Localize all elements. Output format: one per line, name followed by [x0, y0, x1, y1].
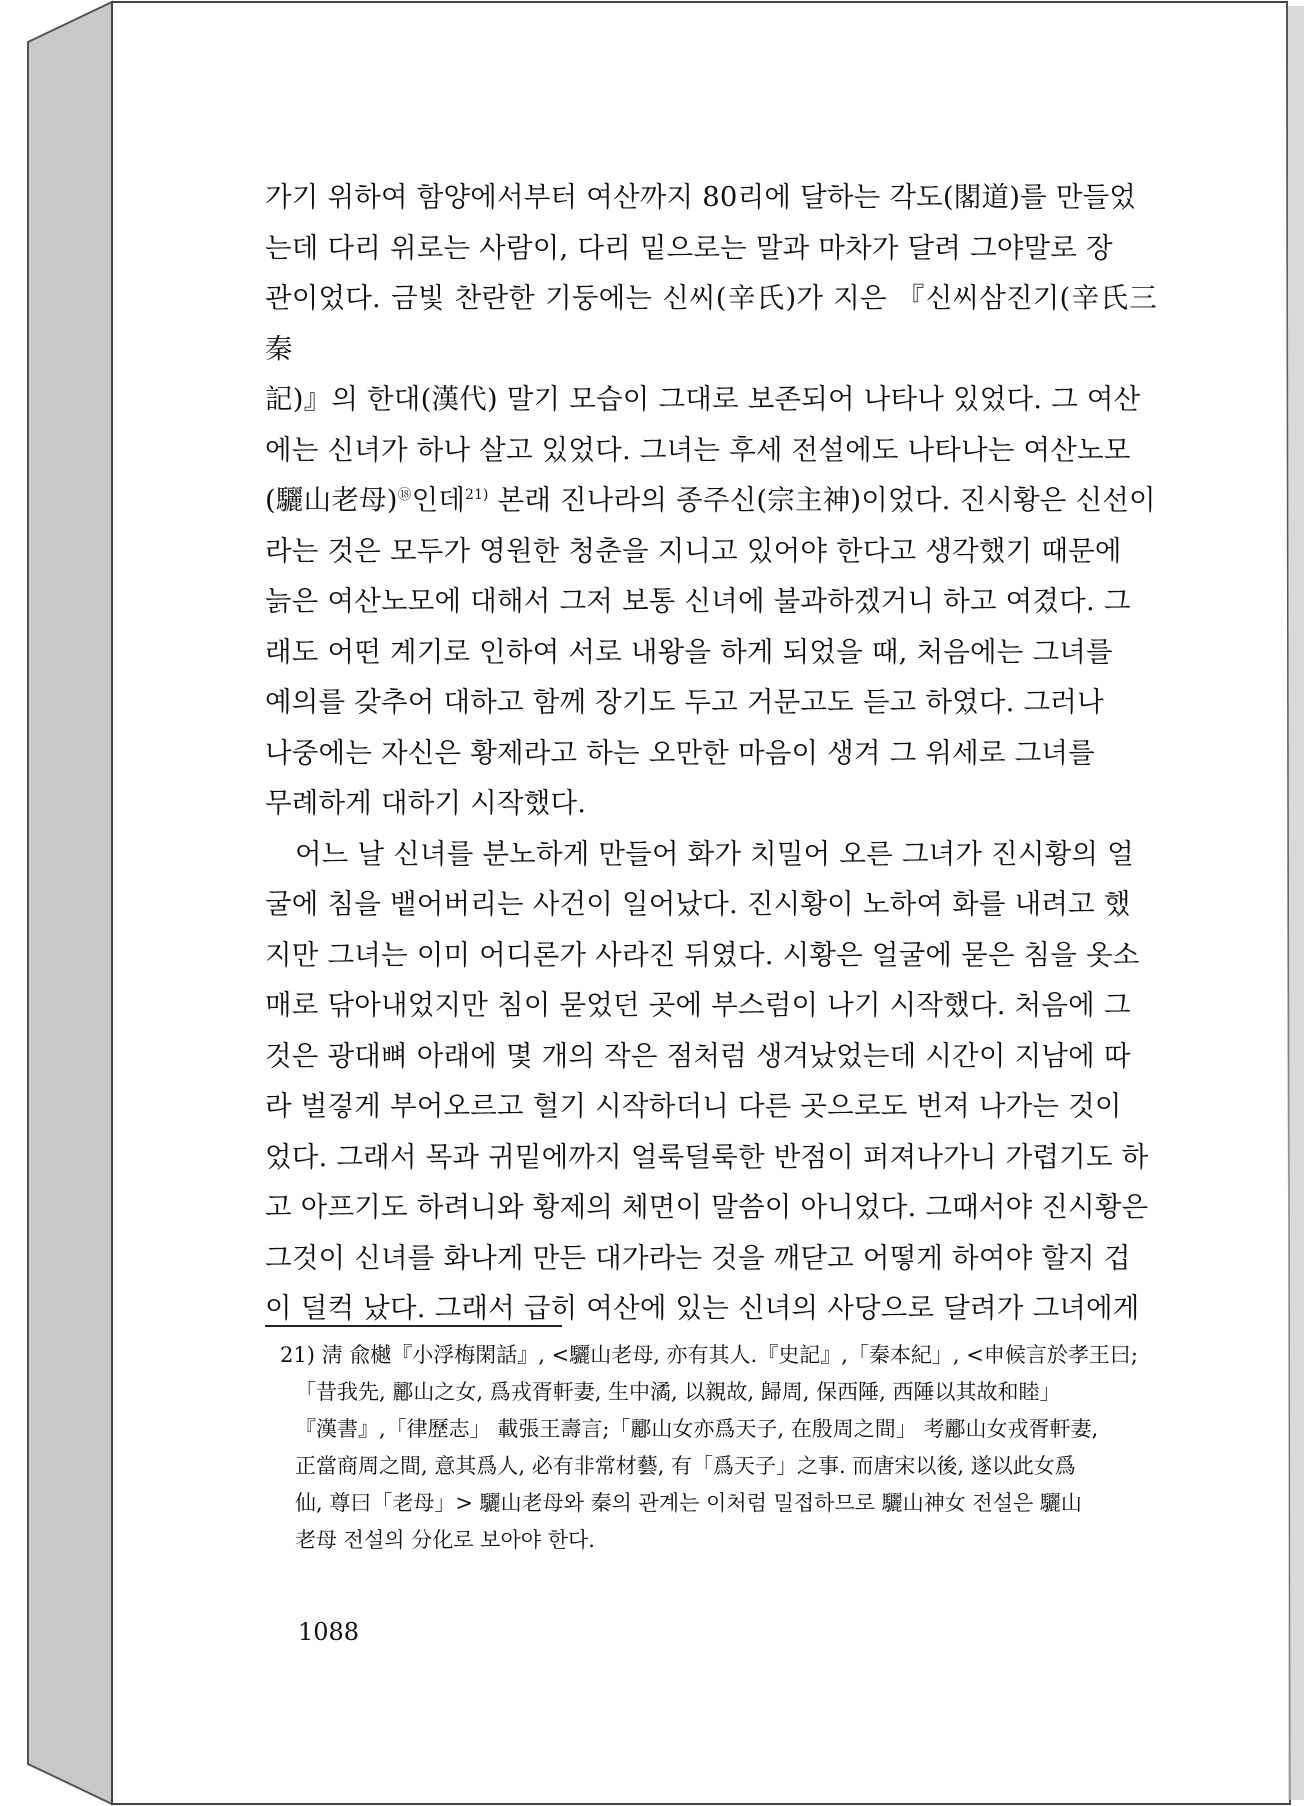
footnote-line: 「昔我先, 酈山之女, 爲戎胥軒妻, 生中潏, 以親故, 歸周, 保西陲, 西陲以其故和睦」: [295, 1380, 1061, 1404]
paragraph-2: [265, 829, 1157, 1334]
body-text: [265, 172, 1157, 1334]
body-line: 늙은 여산노모에 대해서 그저 보통 신녀에 불과하겠거니 하고 여겼다. 그: [265, 585, 1131, 617]
page-edge-shadow: [1288, 6, 1304, 1800]
footnote-reference: 21): [465, 486, 489, 503]
body-line: 예의를 갖추어 대하고 함께 장기도 두고 거문고도 듣고 하였다. 그러나: [265, 686, 1104, 718]
body-line: 記)』의 한대(漢代) 말기 모습이 그대로 보존되어 나타나 있었다. 그 여산: [265, 383, 1141, 415]
body-line: 에는 신녀가 하나 살고 있었다. 그녀는 후세 전설에도 나타나는 여산노모: [265, 433, 1131, 466]
paragraph-1: [265, 172, 1157, 829]
body-line: 는데 다리 위로는 사람이, 다리 밑으로는 말과 마차가 달려 그야말로 장: [265, 231, 1113, 264]
body-line: 래도 어떤 계기로 인하여 서로 내왕을 하게 되었을 때, 처음에는 그녀를: [265, 635, 1113, 668]
body-line: [265, 475, 1157, 526]
body-text-span: 인데: [411, 484, 466, 516]
footnote-line: 仙, 尊曰「老母」> 驪山老母와 秦의 관계는 이처럼 밀접하므로 驪山神女 전설은 驪山: [295, 1491, 1082, 1515]
body-line: 매로 닦아내었지만 침이 묻었던 곳에 부스럼이 나기 시작했다. 처음에 그: [265, 989, 1131, 1021]
body-text-span: (驪山老母): [265, 484, 398, 516]
footnote-21: [280, 1337, 1160, 1559]
body-line: 무례하게 대하기 시작했다.: [265, 787, 587, 819]
reference-marker: ⑱: [397, 486, 412, 503]
body-line: 지만 그녀는 이미 어디론가 사라진 뒤였다. 시황은 얼굴에 묻은 침을 옷소: [265, 938, 1140, 971]
footnote-line: 『漢書』,「律歷志」 載張王壽言;「酈山女亦爲天子, 在殷周之間」 考酈山女戎胥軒妻,: [295, 1417, 1099, 1441]
footnote-line: 老母 전설의 分化로 보아야 한다.: [295, 1528, 595, 1552]
body-line: 라는 것은 모두가 영원한 청춘을 지니고 있어야 한다고 생각했기 때문에: [265, 534, 1122, 567]
body-line: 었다. 그래서 목과 귀밑에까지 얼룩덜룩한 반점이 퍼져나가니 가렵기도 하: [265, 1140, 1149, 1173]
footnote-line: 正當商周之間, 意其爲人, 必有非常材藝, 有「爲天子」之事. 而唐宋以後, 遂以此女爲: [295, 1454, 1076, 1478]
body-text-span: 본래 진나라의 종주신(宗主神)이었다. 진시황은 신선이: [488, 484, 1156, 516]
body-line: 이 덜컥 났다. 그래서 급히 여산에 있는 신녀의 사당으로 달려가 그녀에게: [265, 1292, 1140, 1324]
body-line: 그것이 신녀를 화나게 만든 대가라는 것을 깨닫고 어떻게 하여야 할지 겁: [265, 1241, 1131, 1274]
body-line: 나중에는 자신은 황제라고 하는 오만한 마음이 생겨 그 위세로 그녀를: [265, 736, 1095, 769]
page-number: 1088: [298, 1618, 360, 1646]
body-line: 가기 위하여 함양에서부터 여산까지 80리에 달하는 각도(閣道)를 만들었: [265, 181, 1137, 213]
body-line: 고 아프기도 하려니와 황제의 체면이 말씀이 아니었다. 그때서야 진시황은: [265, 1191, 1149, 1223]
body-line: 것은 광대뼈 아래에 몇 개의 작은 점처럼 생겨났었는데 시간이 지남에 따: [265, 1039, 1131, 1072]
footnote-divider: [265, 1325, 562, 1327]
footnote-line: 21) 淸 兪樾『小浮梅閑話』, <驪山老母, 亦有其人.『史記』,「秦本紀」, <申候言於孝王曰;: [280, 1343, 1138, 1367]
book-spine: [28, 2, 112, 1804]
body-line: 관이었다. 금빛 찬란한 기둥에는 신씨(辛氏)가 지은 『신씨삼진기(辛氏三秦: [265, 282, 1157, 365]
body-line: 라 벌겋게 부어오르고 헐기 시작하더니 다른 곳으로도 번져 나가는 것이: [265, 1090, 1122, 1122]
body-line: 어느 날 신녀를 분노하게 만들어 화가 치밀어 오른 그녀가 진시황의 얼: [295, 837, 1134, 870]
body-line: 굴에 침을 뱉어버리는 사건이 일어났다. 진시황이 노하여 화를 내려고 했: [265, 888, 1131, 920]
